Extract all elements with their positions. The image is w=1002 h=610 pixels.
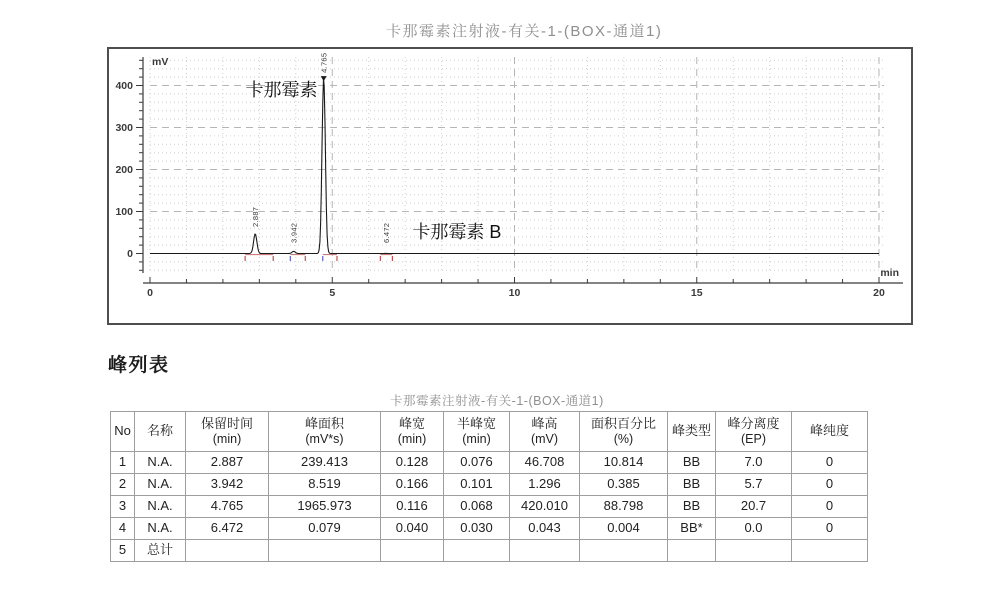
- column-header: [381, 412, 444, 452]
- peak-table-cell: 20.7: [716, 496, 792, 518]
- column-unit: (min): [212, 431, 242, 446]
- column-label: 面积百分比: [590, 415, 656, 431]
- peak-annotation: 卡那霉素 B: [412, 222, 502, 242]
- column-label: 峰类型: [671, 423, 711, 439]
- peak-table-cell: 0.004: [580, 518, 668, 540]
- peak-table-cell: 6.472: [186, 518, 269, 540]
- peak-table-cell: [668, 540, 716, 562]
- column-header: [668, 412, 716, 452]
- peak-table-cell: [269, 540, 381, 562]
- column-label: No: [114, 423, 131, 439]
- column-label: 峰面积: [304, 415, 344, 431]
- peak-table-cell: 88.798: [580, 496, 668, 518]
- x-axis-unit-label: min: [880, 267, 899, 279]
- peak-table-cell: 3: [111, 496, 135, 518]
- peak-list-heading: 峰列表: [108, 355, 170, 376]
- peak-rt-label: 3.942: [289, 222, 299, 243]
- peak-table-cell: BB: [668, 452, 716, 474]
- peak-table-cell: 420.010: [510, 496, 580, 518]
- peak-table-row: [111, 540, 868, 562]
- chromatogram-frame: [107, 47, 913, 325]
- column-unit: (mV*s): [305, 431, 344, 446]
- column-unit: (min): [397, 431, 427, 446]
- x-tick-label: 10: [508, 287, 521, 299]
- peak-rt-label: 2.887: [251, 206, 261, 227]
- peak-table-cell: 0.030: [444, 518, 510, 540]
- peak-table-header: [111, 412, 868, 452]
- peak-table-cell: 0.076: [444, 452, 510, 474]
- chromatogram-title: 卡那霉素注射液-有关-1-(BOX-通道1): [386, 23, 663, 40]
- peak-table-cell: [186, 540, 269, 562]
- peak-table-cell: 4.765: [186, 496, 269, 518]
- apex-marker-icon: [321, 76, 327, 81]
- column-header: [444, 412, 510, 452]
- column-unit: (mV): [530, 431, 559, 446]
- peak-table-row: [111, 496, 868, 518]
- peak-table-cell: [580, 540, 668, 562]
- peak-table-cell: [510, 540, 580, 562]
- peak-table-cell: 2: [111, 474, 135, 496]
- peak-table-cell: 46.708: [510, 452, 580, 474]
- column-header: [510, 412, 580, 452]
- peak-table-cell: BB: [668, 474, 716, 496]
- peak-table-cell: N.A.: [135, 518, 186, 540]
- peak-table-cell: 7.0: [716, 452, 792, 474]
- peak-table-cell: 5.7: [716, 474, 792, 496]
- peak-table-cell: 0: [792, 474, 868, 496]
- column-unit: (%): [613, 431, 634, 446]
- peak-table: [110, 411, 868, 562]
- column-header: [792, 412, 868, 452]
- peak-table-cell: 0.079: [269, 518, 381, 540]
- column-unit: (min): [462, 431, 491, 446]
- column-header: [580, 412, 668, 452]
- column-label: 半峰宽: [456, 415, 496, 431]
- peak-table-cell: [444, 540, 510, 562]
- peak-table-cell: [381, 540, 444, 562]
- column-header: [269, 412, 381, 452]
- peak-table-cell: 10.814: [580, 452, 668, 474]
- chromatogram-plot: [109, 49, 911, 323]
- peak-table-cell: 8.519: [269, 474, 381, 496]
- column-header: [135, 412, 186, 452]
- peak-table-title: 卡那霉素注射液-有关-1-(BOX-通道1): [390, 394, 604, 408]
- peak-table-cell: 0.068: [444, 496, 510, 518]
- peak-table-cell: 1.296: [510, 474, 580, 496]
- peak-table-cell: 0.116: [381, 496, 444, 518]
- y-tick-label: 200: [115, 164, 133, 176]
- x-tick-label: 15: [690, 287, 703, 299]
- peak-table-cell: 1965.973: [269, 496, 381, 518]
- column-header: [186, 412, 269, 452]
- peak-table-cell: BB*: [668, 518, 716, 540]
- peak-table-cell: 0.043: [510, 518, 580, 540]
- peak-table-header-row: [111, 412, 868, 452]
- peak-table-cell: [716, 540, 792, 562]
- peak-table-row: [111, 518, 868, 540]
- peak-table-cell: 总计: [135, 540, 186, 562]
- peak-table-cell: 0: [792, 496, 868, 518]
- peak-table-cell: 0.166: [381, 474, 444, 496]
- peak-rt-label: 6.472: [381, 222, 391, 243]
- peak-table-body: [111, 452, 868, 562]
- column-label: 峰宽: [398, 415, 425, 431]
- peak-table-cell: 1: [111, 452, 135, 474]
- peak-table-cell: 2.887: [186, 452, 269, 474]
- peak-annotation: 卡那霉素: [245, 80, 318, 100]
- column-unit: (EP): [741, 431, 766, 446]
- peak-table-row: [111, 474, 868, 496]
- y-tick-label: 300: [115, 122, 133, 134]
- peak-table-cell: [792, 540, 868, 562]
- y-tick-label: 0: [127, 248, 133, 260]
- column-label: 名称: [146, 423, 173, 439]
- peak-table-cell: 0.101: [444, 474, 510, 496]
- peak-table-cell: 0.128: [381, 452, 444, 474]
- peak-table-cell: 239.413: [269, 452, 381, 474]
- peak-table-cell: 0.040: [381, 518, 444, 540]
- column-label: 保留时间: [200, 415, 253, 431]
- x-tick-label: 20: [873, 287, 885, 299]
- peak-table-cell: 3.942: [186, 474, 269, 496]
- peak-table-cell: 0: [792, 518, 868, 540]
- x-tick-label: 5: [329, 287, 336, 299]
- y-axis-unit-label: mV: [152, 56, 169, 68]
- peak-table-cell: 0.385: [580, 474, 668, 496]
- peak-table-cell: N.A.: [135, 496, 186, 518]
- x-tick-label: 0: [147, 287, 153, 299]
- column-header: [111, 412, 135, 452]
- peak-table-cell: N.A.: [135, 452, 186, 474]
- y-tick-label: 400: [115, 80, 133, 92]
- column-header: [716, 412, 792, 452]
- column-label: 峰高: [531, 415, 558, 431]
- peak-table-cell: BB: [668, 496, 716, 518]
- column-label: 峰纯度: [809, 423, 849, 439]
- peak-rt-label: 4.765: [319, 52, 329, 73]
- peak-table-cell: 4: [111, 518, 135, 540]
- peak-table-cell: 5: [111, 540, 135, 562]
- peak-table-cell: 0.0: [716, 518, 792, 540]
- peak-table-cell: 0: [792, 452, 868, 474]
- y-tick-label: 100: [115, 206, 133, 218]
- peak-table-cell: N.A.: [135, 474, 186, 496]
- column-label: 峰分离度: [727, 415, 780, 431]
- peak-table-row: [111, 452, 868, 474]
